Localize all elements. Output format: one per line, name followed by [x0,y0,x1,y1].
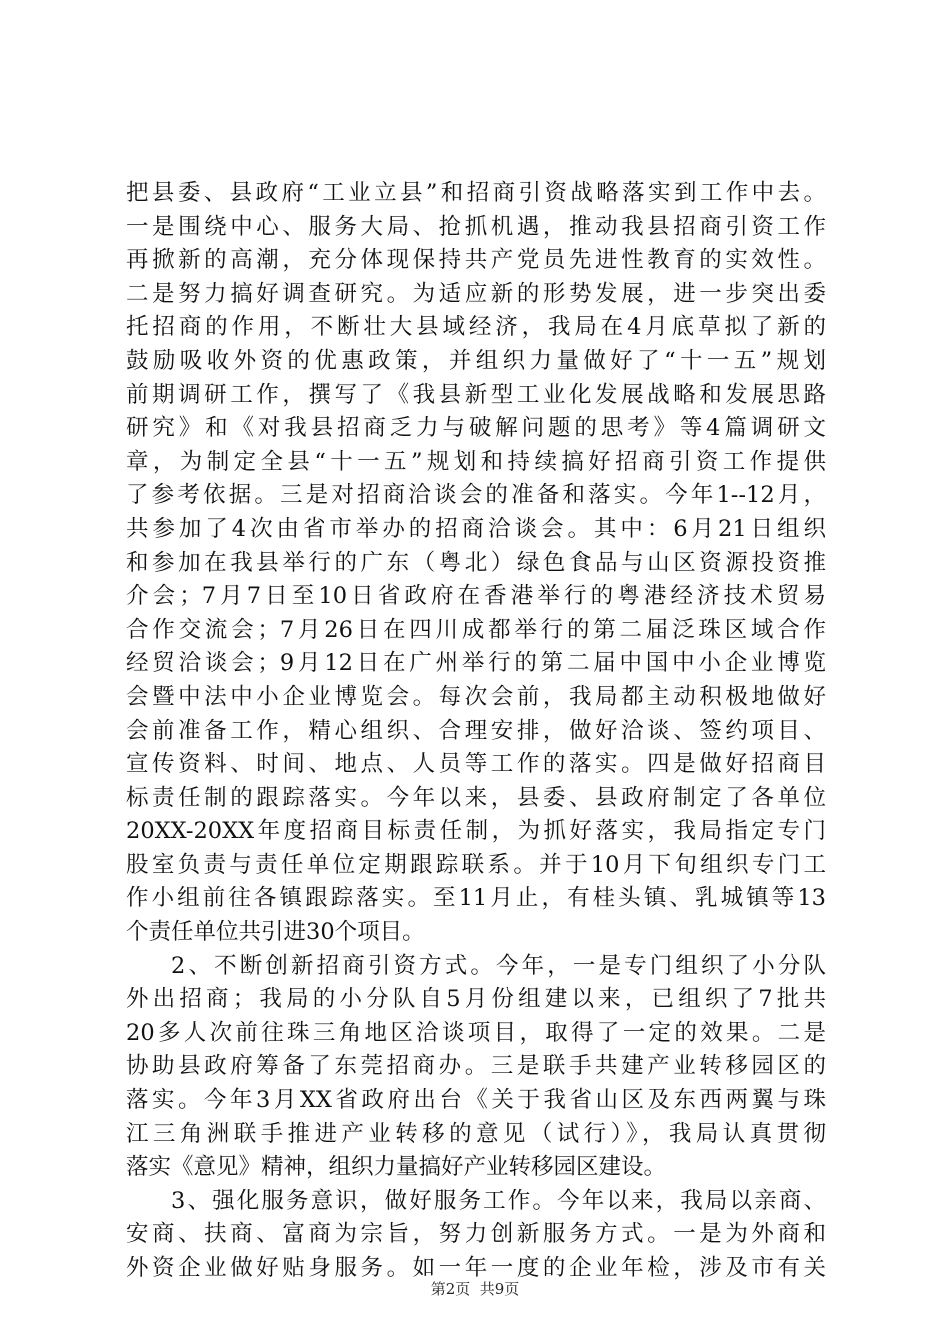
text-line: 股室负责与责任单位定期跟踪联系。并于10月下旬组织专门工 [126,851,826,878]
page-footer [0,1278,950,1299]
text-line: 外出招商；我局的小分队自5月份组建以来，已组织了7批共 [126,986,826,1013]
text-line: 前期调研工作，撰写了《我县新型工业化发展战略和发展思路 [126,381,826,408]
text-line: 落实《意见》精神，组织力量搞好产业转移园区建设。 [126,1154,667,1181]
text-line: 章，为制定全县“十一五”规划和持续搞好招商引资工作提供 [126,448,826,475]
text-line: 标责任制的跟踪落实。今年以来，县委、县政府制定了各单位 [126,784,826,811]
text-line: 20多人次前往珠三角地区洽谈项目，取得了一定的效果。二是 [126,1019,826,1046]
text-line: 外资企业做好贴身服务。如一年一度的企业年检，涉及市有关 [126,1255,826,1281]
text-line: 个责任单位共引进30个项目。 [126,919,425,946]
text-line: 落实。今年3月XX省政府出台《关于我省山区及东西两翼与珠 [126,1087,826,1114]
text-line: 鼓励吸收外资的优惠政策，并组织力量做好了“十一五”规划 [126,347,826,374]
text-line: 介会；7月7日至10日省政府在香港举行的粤港经济技术贸易 [126,583,826,610]
text-line: 会前准备工作，精心组织、合理安排，做好洽谈、签约项目、 [126,717,826,744]
page-number-label: 第2页 共9页 [430,1280,520,1298]
text-line: 和参加在我县举行的广东（粤北）绿色食品与山区资源投资推 [126,549,826,576]
text-line: 经贸洽谈会；9月12日在广州举行的第二届中国中小企业博览 [126,650,826,677]
text-line: 安商、扶商、富商为宗旨，努力创新服务方式。一是为外商和 [126,1221,826,1248]
text-line: 协助县政府筹备了东莞招商办。三是联手共建产业转移园区的 [126,1053,826,1080]
text-line: 合作交流会；7月26日在四川成都举行的第二届泛珠区域合作 [126,616,826,643]
text-line: 宣传资料、时间、地点、人员等工作的落实。四是做好招商目 [126,751,826,778]
text-line: 共参加了4次由省市举办的招商洽谈会。其中：6月21日组织 [126,515,826,542]
text-line: 3、强化服务意识，做好服务工作。今年以来，我局以亲商、 [171,1187,826,1214]
text-line: 二是努力搞好调查研究。为适应新的形势发展，进一步突出委 [126,280,826,307]
text-line: 会暨中法中小企业博览会。每次会前，我局都主动积极地做好 [126,683,826,710]
text-line: 2、不断创新招商引资方式。今年，一是专门组织了小分队 [171,952,826,979]
text-line: 了参考依据。三是对招商洽谈会的准备和落实。今年1--12月， [126,482,826,509]
text-line: 作小组前往各镇跟踪落实。至11月止，有桂头镇、乳城镇等13 [126,885,826,912]
text-line: 再掀新的高潮，充分体现保持共产党员先进性教育的实效性。 [126,247,826,274]
document-body [126,177,826,1286]
text-line: 一是围绕中心、服务大局、抢抓机遇，推动我县招商引资工作 [126,213,826,240]
text-line: 研究》和《对我县招商乏力与破解问题的思考》等4篇调研文 [126,415,826,442]
text-line: 把县委、县政府“工业立县”和招商引资战略落实到工作中去。 [126,180,826,206]
text-line: 托招商的作用，不断壮大县域经济，我局在4月底草拟了新的 [126,314,826,341]
text-line: 江三角洲联手推进产业转移的意见（试行）》，我局认真贯彻 [126,1120,826,1147]
text-line: 20XX-20XX年度招商目标责任制，为抓好落实，我局指定专门 [126,818,826,845]
